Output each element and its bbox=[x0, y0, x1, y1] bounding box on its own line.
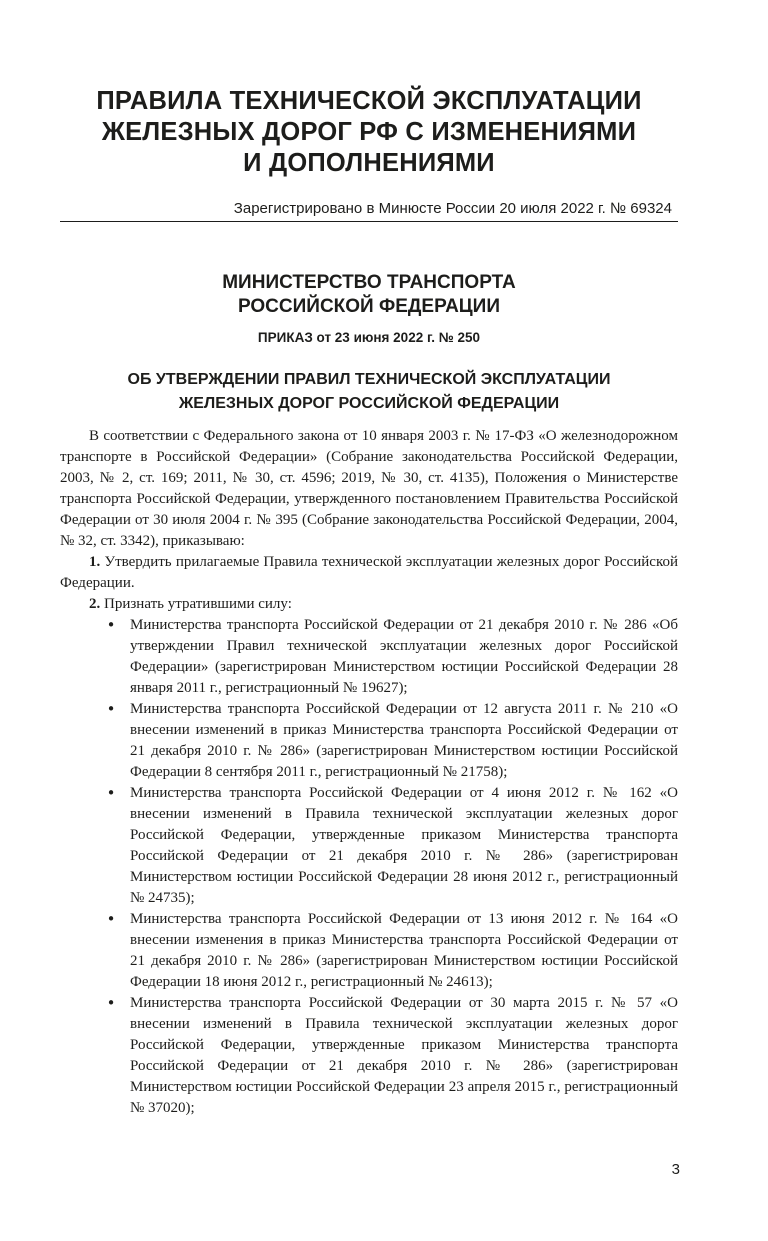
bullet-icon: • bbox=[106, 910, 116, 928]
bullet-icon: • bbox=[106, 784, 116, 802]
item-1-paragraph bbox=[60, 552, 678, 594]
header-divider bbox=[60, 221, 678, 222]
ministry-heading bbox=[60, 271, 678, 319]
registration-note: Зарегистрировано в Минюсте России 20 июля 2022 г. № 69324 bbox=[233, 200, 672, 217]
order-reference: ПРИКАЗ от 23 июня 2022 г. № 250 bbox=[257, 330, 481, 345]
subject-line: ЖЕЛЕЗНЫХ ДОРОГ РОССИЙСКОЙ ФЕДЕРАЦИИ bbox=[178, 395, 560, 412]
item-1-text: Утвердить прилагаемые Правила технической эксплуатации железных дорог Российской Федерации. bbox=[60, 554, 678, 591]
document-title bbox=[60, 86, 678, 179]
list-item bbox=[60, 699, 678, 783]
item-1-number: 1. bbox=[89, 554, 101, 570]
list-item-text: Министерства транспорта Российской Федерации от 21 декабря 2010 г. № 286 «Об утверждении Правил технической эксплуатации железных дорог Российской Федерации» (зарегистрирован Министерством юстиции Российской Федерации 28 января 2011 г., регистрационный № 19627); bbox=[130, 617, 678, 696]
subject-line: ОБ УТВЕРЖДЕНИИ ПРАВИЛ ТЕХНИЧЕСКОЙ ЭКСПЛУАТАЦИИ bbox=[127, 371, 611, 388]
repealed-orders-list bbox=[60, 615, 678, 1119]
bullet-icon: • bbox=[106, 616, 116, 634]
item-2-paragraph bbox=[60, 594, 678, 615]
title-line: И ДОПОЛНЕНИЯМИ bbox=[243, 149, 495, 177]
page-number: 3 bbox=[671, 1161, 680, 1178]
bullet-icon: • bbox=[106, 994, 116, 1012]
title-line: ПРАВИЛА ТЕХНИЧЕСКОЙ ЭКСПЛУАТАЦИИ bbox=[96, 87, 642, 115]
item-2-number: 2. bbox=[89, 596, 101, 612]
ministry-line: РОССИЙСКОЙ ФЕДЕРАЦИИ bbox=[237, 296, 500, 317]
bullet-icon: • bbox=[106, 700, 116, 718]
list-item bbox=[60, 783, 678, 909]
list-item-text: Министерства транспорта Российской Федерации от 4 июня 2012 г. № 162 «О внесении изменений в Правила технической эксплуатации железных дорог Российской Федерации, утвержденные приказом Министерства транспорта Российской Федерации от 21 декабря 2010 г. № 286» (зарегистрирован Министерством юстиции Российской Федерации 28 июня 2012 г., регистрационный № 24735); bbox=[130, 785, 678, 906]
list-item-text: Министерства транспорта Российской Федерации от 30 марта 2015 г. № 57 «О внесении изменений в Правила технической эксплуатации железных дорог Российской Федерации, утвержденные приказом Министерства транспорта Российской Федерации от 21 декабря 2010 г. № 286» (зарегистрирован Министерством юстиции Российской Федерации 23 апреля 2015 г., регистрационный № 37020); bbox=[130, 995, 678, 1116]
ministry-line: МИНИСТЕРСТВО ТРАНСПОРТА bbox=[222, 272, 516, 293]
title-line: ЖЕЛЕЗНЫХ ДОРОГ РФ С ИЗМЕНЕНИЯМИ bbox=[101, 118, 637, 146]
list-item bbox=[60, 615, 678, 699]
list-item-text: Министерства транспорта Российской Федерации от 13 июня 2012 г. № 164 «О внесении изменения в приказ Министерства транспорта Российской Федерации от 21 декабря 2010 г. № 286» (зарегистрирован Министерством юстиции Российской Федерации 18 июня 2012 г., регистрационный № 24613); bbox=[130, 911, 678, 990]
order-subject bbox=[60, 368, 678, 416]
preamble-paragraph: В соответствии с Федерального закона от 10 января 2003 г. № 17-ФЗ «О железнодорожном транспорте в Российской Федерации» (Собрание законодательства Российской Федерации, 2003, № 2, ст. 169; 2011, № 30, ст. 4596; 2019, № 30, ст. 4135), Положения о Министерстве транспорта Российской Федерации, утвержденного постановлением Правительства Российской Федерации от 30 июля 2004 г. № 395 (Собрание законодательства Российской Федерации, 2004, № 32, ст. 3342), приказываю: bbox=[60, 428, 678, 549]
list-item-text: Министерства транспорта Российской Федерации от 12 августа 2011 г. № 210 «О внесении изменений в приказ Министерства транспорта Российской Федерации от 21 декабря 2010 г. № 286» (зарегистрирован Министерством юстиции Российской Федерации 8 сентября 2011 г., регистрационный № 21758); bbox=[130, 701, 678, 780]
list-item bbox=[60, 993, 678, 1119]
order-body bbox=[60, 426, 678, 1119]
item-2-text: Признать утратившими силу: bbox=[100, 596, 292, 612]
list-item bbox=[60, 909, 678, 993]
